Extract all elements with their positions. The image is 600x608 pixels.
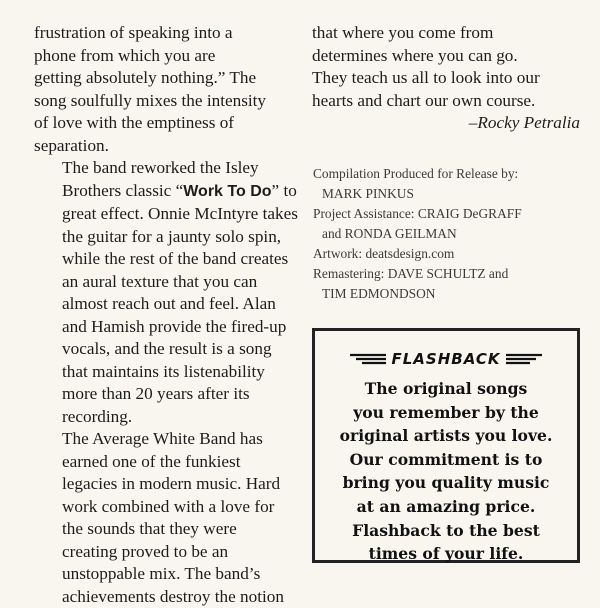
paragraph-3-line: earned one of the funkiest bbox=[34, 451, 304, 474]
paragraph-3-line: The Average White Band has bbox=[34, 428, 304, 451]
paragraph-1-line: of love with the emptiness of bbox=[34, 112, 304, 135]
paragraph-2 bbox=[34, 157, 304, 428]
paragraph-1-line: phone from which you are bbox=[34, 45, 304, 68]
paragraph-3 bbox=[34, 428, 304, 608]
author-signature: –Rocky Petralia bbox=[312, 112, 582, 135]
right-column bbox=[312, 22, 582, 135]
song-title: Work To Do bbox=[183, 183, 271, 200]
flashback-message-line: bring you quality music bbox=[315, 471, 577, 495]
credit-line: Remastering: DAVE SCHULTZ and bbox=[313, 264, 583, 284]
text-fragment: Brothers classic “ bbox=[62, 181, 183, 200]
paragraph-1-line: getting absolutely nothing.” The bbox=[34, 67, 304, 90]
flashback-message-line: The original songs bbox=[315, 377, 577, 401]
flashback-message-line: Flashback to the best bbox=[315, 519, 577, 543]
right-column-line: that where you come from bbox=[312, 22, 582, 45]
right-column-line: hearts and chart our own course. bbox=[312, 90, 582, 113]
credit-line: Artwork: deatsdesign.com bbox=[313, 244, 583, 264]
paragraph-1-line: frustration of speaking into a bbox=[34, 22, 304, 45]
flashback-message-line: times of your life. bbox=[315, 542, 577, 566]
credit-line: Project Assistance: CRAIG DeGRAFF bbox=[313, 204, 583, 224]
flashback-message-line: Our commitment is to bbox=[315, 448, 577, 472]
paragraph-1-line: song soulfully mixes the intensity bbox=[34, 90, 304, 113]
paragraph-2-line: vocals, and the result is a song bbox=[34, 338, 304, 361]
credit-line: TIM EDMONDSON bbox=[313, 284, 583, 304]
text-fragment: ” to bbox=[272, 181, 297, 200]
paragraph-2-line: great effect. Onnie McIntyre takes bbox=[34, 203, 304, 226]
flashback-message-line: original artists you love. bbox=[315, 424, 577, 448]
paragraph-3-line: unstoppable mix. The band’s bbox=[34, 563, 304, 586]
right-column-line: determines where you can go. bbox=[312, 45, 582, 68]
paragraph-2-line: that maintains its listenability bbox=[34, 361, 304, 384]
paragraph-1 bbox=[34, 22, 304, 157]
paragraph-2-line: The band reworked the Isley bbox=[34, 157, 304, 180]
credit-line: and RONDA GEILMAN bbox=[313, 224, 583, 244]
flashback-box bbox=[312, 328, 580, 563]
paragraph-3-line: creating proved to be an bbox=[34, 541, 304, 564]
speed-lines-icon bbox=[348, 352, 388, 366]
speed-lines-icon bbox=[504, 352, 544, 366]
credit-line: MARK PINKUS bbox=[313, 184, 583, 204]
paragraph-3-line: achievements destroy the notion bbox=[34, 586, 304, 608]
credits-block bbox=[313, 164, 583, 304]
paragraph-2-line bbox=[34, 180, 304, 204]
paragraph-3-line: legacies in modern music. Hard bbox=[34, 473, 304, 496]
paragraph-3-line: work combined with a love for bbox=[34, 496, 304, 519]
paragraph-3-line: the sounds that they were bbox=[34, 518, 304, 541]
paragraph-2-line: recording. bbox=[34, 406, 304, 429]
paragraph-2-line: an aural texture that you can bbox=[34, 271, 304, 294]
paragraph-2-line: while the rest of the band creates bbox=[34, 248, 304, 271]
paragraph-2-line: and Hamish provide the fired-up bbox=[34, 316, 304, 339]
flashback-logo bbox=[315, 347, 577, 371]
paragraph-2-line: the guitar for a jaunty solo spin, bbox=[34, 226, 304, 249]
paragraph-2-line: almost reach out and feel. Alan bbox=[34, 293, 304, 316]
paragraph-1-line: separation. bbox=[34, 135, 304, 158]
flashback-message-line: at an amazing price. bbox=[315, 495, 577, 519]
flashback-message bbox=[315, 377, 577, 566]
flashback-logo-text: FLASHBACK bbox=[388, 350, 505, 368]
left-column bbox=[34, 22, 304, 608]
credit-line: Compilation Produced for Release by: bbox=[313, 164, 583, 184]
paragraph-2-line: more than 20 years after its bbox=[34, 383, 304, 406]
flashback-message-line: you remember by the bbox=[315, 401, 577, 425]
right-column-line: They teach us all to look into our bbox=[312, 67, 582, 90]
